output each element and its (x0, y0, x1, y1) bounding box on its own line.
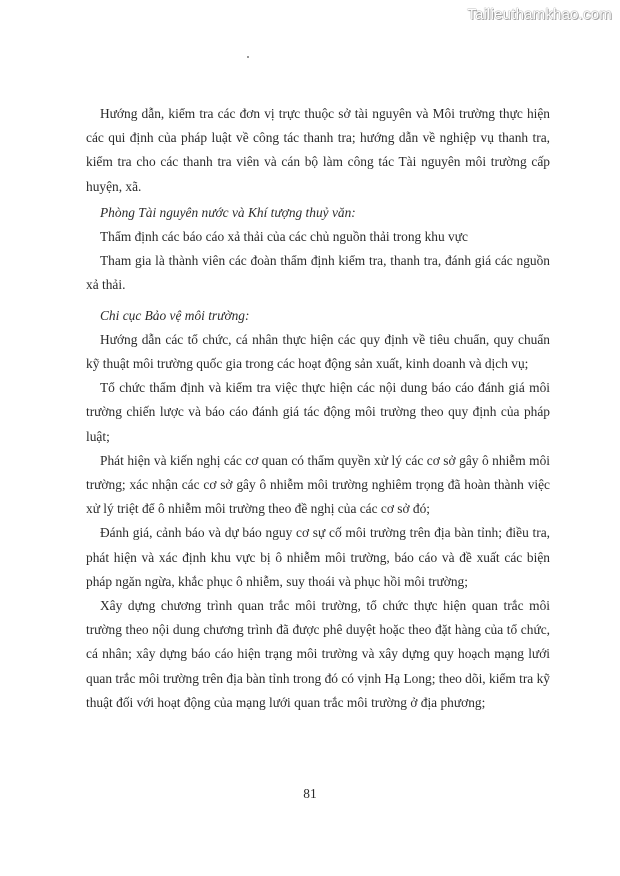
paragraph: Tham gia là thành viên các đoàn thẩm định kiểm tra, thanh tra, đánh giá các nguồn xả thải. (86, 253, 550, 293)
watermark-text: Tailieuthamkhao.com (467, 6, 612, 23)
paragraph: Hướng dẫn các tổ chức, cá nhân thực hiện các quy định về tiêu chuẩn, quy chuẩn kỹ thuật môi trường quốc gia trong các hoạt động sản xuất, kinh doanh và dịch vụ; (86, 331, 550, 372)
paragraph: Phát hiện và kiến nghị các cơ quan có thẩm quyền xử lý các cơ sở gây ô nhiễm môi trường; xác nhận các cơ sở gây ô nhiễm môi trường nghiêm trọng đã hoàn thành việc xử lý triệt để ô nhiễm môi trường theo đề nghị của các cơ sở đó; (86, 452, 550, 517)
paragraph: Xây dựng chương trình quan trắc môi trường, tổ chức thực hiện quan trắc môi trường theo nội dung chương trình đã được phê duyệt hoặc theo đặt hàng của tổ chức, cá nhân; xây dựng báo cáo hiện trạng môi trường và xây dựng quy hoạch mạng lưới quan trắc môi trường trên địa bàn tỉnh trong đó có vịnh Hạ Long; theo dõi, kiểm tra kỹ thuật đối với hoạt động của mạng lưới quan trắc môi trường ở địa phương; (86, 598, 550, 710)
section-heading-water: Phòng Tài nguyên nước và Khí tượng thuỷ văn: (100, 204, 356, 220)
paragraph: Thẩm định các báo cáo xả thải của các chủ nguồn thải trong khu vực (100, 229, 468, 245)
scan-speck (247, 56, 249, 58)
section-heading-environment: Chi cục Bảo vệ môi trường: (100, 307, 250, 323)
paragraph: Tổ chức thẩm định và kiểm tra việc thực hiện các nội dung báo cáo đánh giá môi trường chiến lược và báo cáo đánh giá tác động môi trường theo quy định của pháp luật; (86, 380, 550, 444)
paragraph: Hướng dẫn, kiểm tra các đơn vị trực thuộc sở tài nguyên và Môi trường thực hiện các qui định của pháp luật về công tác thanh tra; hướng dẫn về nghiệp vụ thanh tra, kiểm tra cho các thanh tra viên và cán bộ làm công tác Tài nguyên môi trường cấp huyện, xã. (86, 106, 550, 194)
paragraph: Đánh giá, cảnh báo và dự báo nguy cơ sự cố môi trường trên địa bàn tỉnh; điều tra, phát hiện và xác định khu vực bị ô nhiễm môi trường, báo cáo và đề xuất các biện pháp ngăn ngừa, khắc phục ô nhiễm, suy thoái và phục hồi môi trường; (86, 525, 550, 589)
document-body (86, 102, 550, 715)
page-number: 81 (303, 786, 317, 801)
